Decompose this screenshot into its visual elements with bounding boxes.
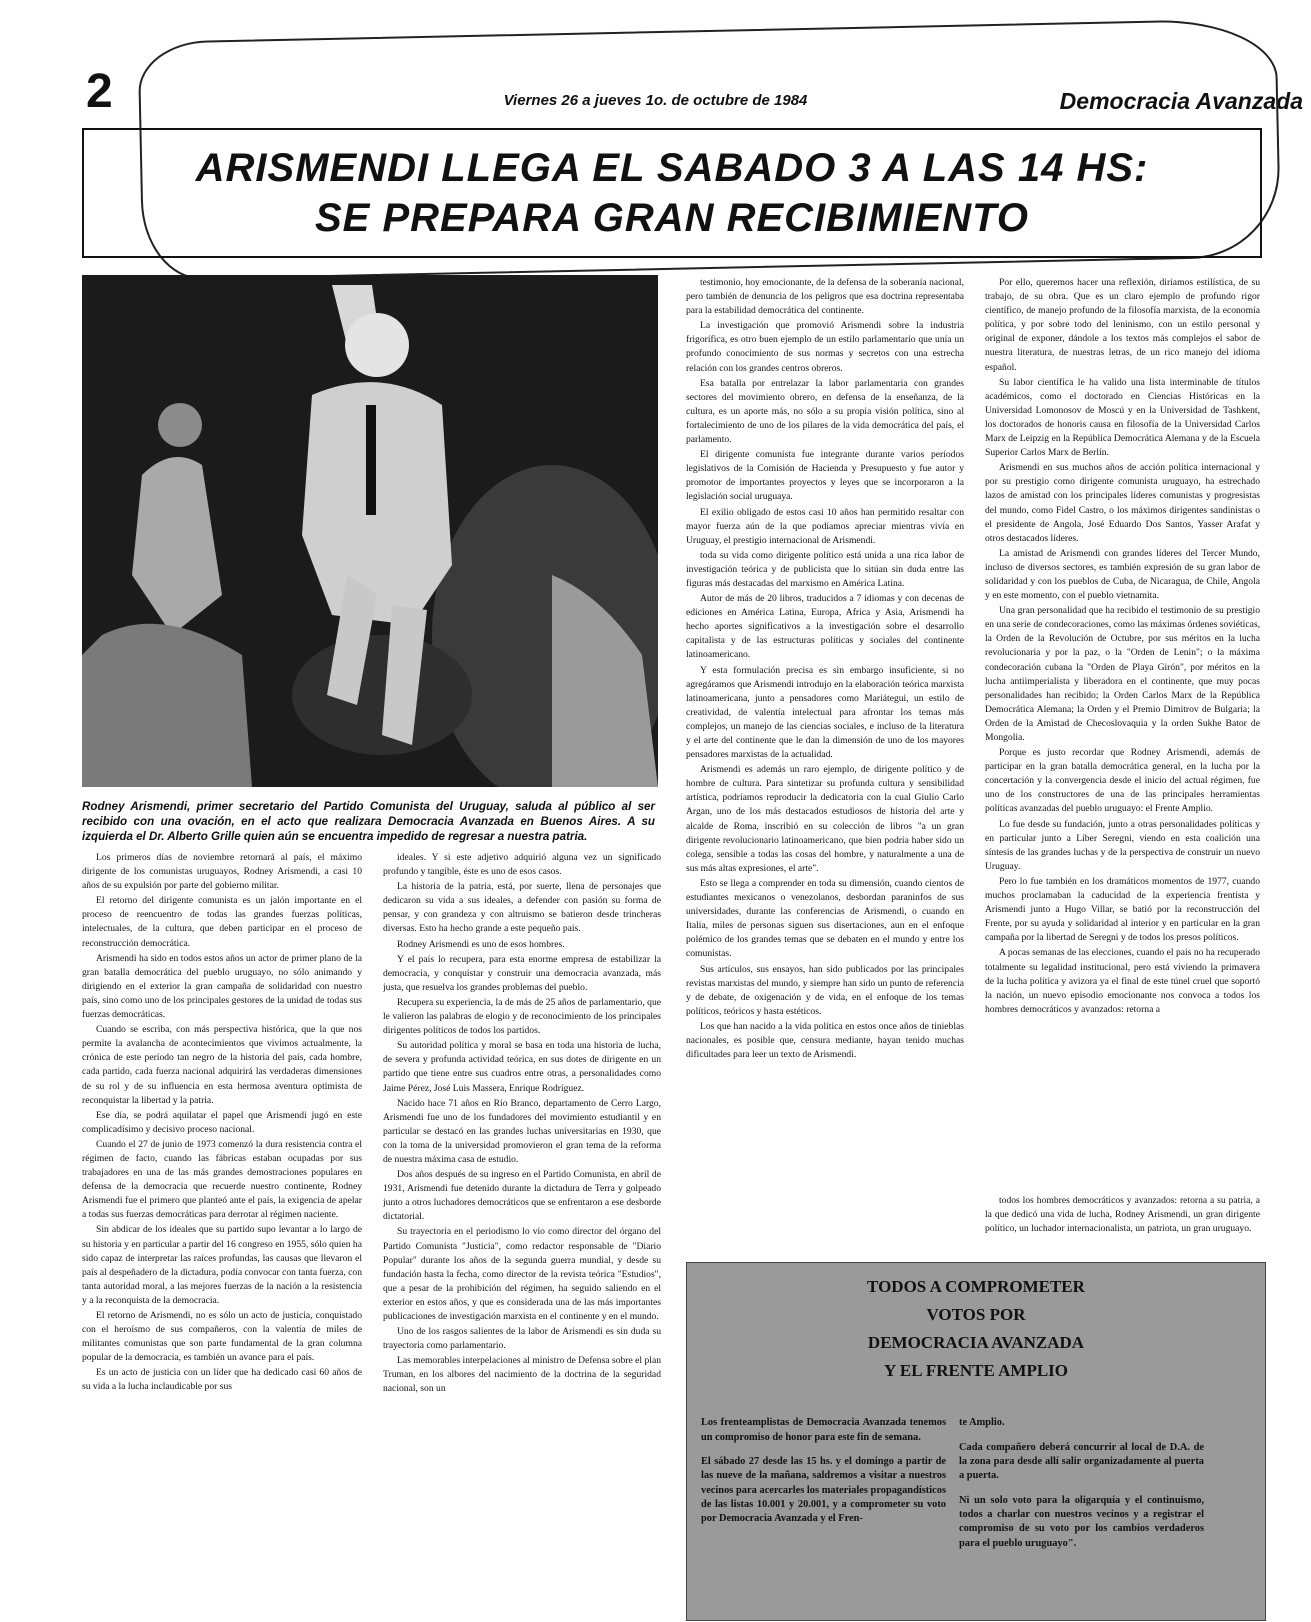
- headline-line-2: SE PREPARA GRAN RECIBIMIENTO: [315, 196, 1029, 240]
- paragraph: La amistad de Arismendi con grandes líderes del Tercer Mundo, incluso de diversos sectores, es también expresión de su gran labor de solidaridad y con los pueblos de Cuba, de Nicaragua, de Chile, Angola y en este momento, con el pueblo vietnamita.: [985, 547, 1260, 602]
- paragraph: Cada compañero deberá concurrir al local de D.A. de la zona para desde allí salir organizadamente al puerta a puerta.: [959, 1441, 1204, 1482]
- photo-caption: Rodney Arismendi, primer secretario del Partido Comunista del Uruguay, saluda al público al ser recibido con una ovación, en el acto que realizara Democracia Avanzada en Buenos Aires. A su izquierda el Dr. Alberto Grille quien aún se encuentra impedido de regresar a nuestra patria.: [82, 800, 655, 843]
- paragraph: La historia de la patria, está, por suerte, llena de personajes que dedicaron su vida a sus ideales, a defender con pasión su forma de pensar, y con grandeza y con altruismo se batieron desde trincheras diversas. Esto ha hecho grande a este pequeño país.: [383, 881, 661, 935]
- paragraph: Los primeros días de noviembre retornará al país, el máximo dirigente de los comunistas uruguayos, Rodney Arismendi, a casi 10 años de su expulsión por parte del gobierno militar.: [82, 852, 362, 892]
- paragraph: Esa batalla por entrelazar la labor parlamentaria con grandes sectores del movimiento obrero, en defensa de la enseñanza, de la cultura, es un aporte más, no sólo a su propia visión política, sino al fortalecimiento de uno de los pilares de la vida democrática del país, el parlamento.: [686, 377, 964, 446]
- paragraph: Dos años después de su ingreso en el Partido Comunista, en abril de 1931, Arismendi fue detenido durante la dictadura de Terra y golpeado junto a otros luchadores democráticos que se enfrentaron a ese desborde dictatorial.: [383, 1169, 661, 1223]
- page-number: 2: [86, 65, 113, 118]
- paragraph: Arismendi es además un raro ejemplo, de dirigente político y de hombre de cultura. Para sintetizar su profunda cultura y sensibilidad artística, podríamos reproducir la dedicatoria con la cual Giulio Carlo Argan, uno de los más destacados estudiosos de historia del arte y alcalde de Roma, inscribió en su colección de libros "a un gran dirigente revolucionario latinoamericano, que bien podría haber sido un colega, sensible a todas las cosas del hombre, y naturalmente a una de sus más altas expresiones, el arte".: [686, 764, 964, 874]
- paragraph: Es un acto de justicia con un líder que ha dedicado casi 60 años de su vida a la lucha inclaudicable por sus: [82, 1367, 362, 1393]
- box-headline-1: TODOS A COMPROMETER: [867, 1277, 1085, 1296]
- masthead: Democracia Avanzada: [1059, 88, 1303, 114]
- paragraph: Esto se llega a comprender en toda su dimensión, cuando cientos de estudiantes mexicanos o venezolanos, desbordan paraninfos de sus universidades, durante las conferencias de Arismendi, o cuando en Italia, miles de personas siguen sus disertaciones, aun en el enfoque polémico de los grandes temas que se debaten en el mundo y entre los comunistas.: [686, 877, 964, 960]
- paragraph: El sábado 27 desde las 15 hs. y el domingo a partir de las nueve de la mañana, saldremos a visitar a nuestros vecinos para acercarles los materiales propagandísticos de las listas 10.001 y 20.001, y a comprometer su voto por Democracia Avanzada y el Fren-: [701, 1456, 946, 1524]
- paragraph: Las memorables interpelaciones al ministro de Defensa sobre el plan Truman, en los albores del nacimiento de la doctrina de la seguridad nacional, son un: [383, 1355, 661, 1395]
- paragraph: El dirigente comunista fue integrante durante varios períodos legislativos de la Comisión de Hacienda y Presupuesto y fue autor y promotor de importantes proyectos y leyes que se incorporaron a la legislación social uruguaya.: [686, 449, 964, 503]
- paragraph: A pocas semanas de las elecciones, cuando el país no ha recuperado totalmente su legalidad institucional, pero está viviendo la primavera de la lucha política y avizora ya el final de este túnel cruel que soportó la nación, un nuevo episodio emocionante nos convoca a todos los hombres democráticos y avanzados: retorna a: [985, 947, 1260, 1015]
- paragraph: Lo fue desde su fundación, junto a otras personalidades políticas y en particular junto a Líber Seregni, viendo en esta coalición una síntesis de las grandes luchas y de la perspectiva de construir un nuevo Uruguay.: [985, 818, 1260, 872]
- box-headline-2: VOTOS POR: [926, 1305, 1026, 1324]
- paragraph: Autor de más de 20 libros, traducidos a 7 idiomas y con decenas de ediciones en América Latina, Europa, Africa y Asia, Arismendi ha hecho aportes significativos a la investigación sobre el desarrollo capitalista y de las estructuras políticas y sociales del continente latinoamericano.: [686, 593, 964, 661]
- paragraph: Por ello, queremos hacer una reflexión, diríamos estilística, de su trabajo, de su obra. Que es un claro ejemplo de profundo rigor científico, de manejo profundo de la filosofía marxista, de la economía política, y por sobre todo del leninismo, con un estilo personal y original de exponer, dándole a los textos más complejos el sabor de nuestra literatura, de nuestras letras, de un rico manejo del idioma español.: [985, 277, 1260, 373]
- paragraph: te Amplio.: [959, 1417, 1005, 1429]
- paragraph: El retorno de Arismendi, no es sólo un acto de justicia, conquistado con el heroísmo de sus compañeros, con la valentía de miles de militantes comunistas que son parte fundamental de la gran columna popular de la democracia, es también un avance para el país.: [82, 1310, 362, 1364]
- paragraph: Su trayectoria en el periodismo lo vio como director del órgano del Partido Comunista "Justicia", como redactor responsable de "Diario Popular" durante los años de la segunda guerra mundial, y desde su fundación hasta la fecha, como director de la revista teórica "Estudios", que a pesar de la prohibición del régimen, ha seguido saliendo en el exterior en estos años, y que es considerada una de las más importantes publicaciones de investigación marxista en el continente y en el mundo.: [383, 1226, 661, 1322]
- paragraph: Ni un solo voto para la oligarquía y el continuismo, todos a charlar con nuestros vecinos y a registrar el compromiso de su voto por los cambios verdaderos para el pueblo uruguayo".: [959, 1494, 1204, 1549]
- paragraph: Uno de los rasgos salientes de la labor de Arismendi es sin duda su trayectoria como parlamentario.: [383, 1326, 661, 1352]
- paragraph: toda su vida como dirigente político está unida a una rica labor de investigación teórica y de publicista que lo sitúan sin duda entre las figuras más destacadas del marxismo en América Latina.: [686, 549, 964, 589]
- paragraph: Sus artículos, sus ensayos, han sido publicados por las principales revistas marxistas del mundo, y siempre han sido un punto de referencia y de debate, de oxigenación y de vida, en el enfoque de los temas políticos, teóricos y hasta estéticos.: [686, 963, 964, 1017]
- box-column-1: [701, 1406, 946, 1537]
- paragraph: Los frenteamplistas de Democracia Avanzada tenemos un compromiso de honor para este fin de semana.: [701, 1417, 946, 1443]
- campaign-box: [686, 1262, 1266, 1621]
- paragraph: Arismendi en sus muchos años de acción política internacional y por su prestigio como dirigente comunista uruguayo, ha estrechado lazos de amistad con los principales líderes comunistas y progresistas del mundo, como Fidel Castro, o los máximos dirigentes sandinistas o el presidente de Angola, José Eduardo Dos Santos, Yasser Arafat y otros destacados líderes.: [985, 462, 1260, 544]
- paragraph: La investigación que promovió Arismendi sobre la industria frigorífica, es otro buen ejemplo de un estilo parlamentario que unía un profundo conocimiento de sus normas y secretos con una estrecha relación con los grandes centros obreros.: [686, 320, 964, 374]
- article-column-2: [383, 851, 661, 1616]
- arismendi-photo: [82, 275, 658, 787]
- paragraph: Sin abdicar de los ideales que su partido supo levantar a lo largo de su historia y en particular a partir del 16 congreso en 1955, sólo quien ha sido capaz de interpretar las raíces profundas, las causas que llevaron el país al despeñadero de la dictadura, podía convocar con tanta fuerza, con tanta autoridad moral, a las mejores fuerzas de la nación a la resistencia y a la reconquista de la democracia.: [82, 1224, 362, 1306]
- paragraph: Su labor científica le ha valido una lista interminable de títulos académicos, como el doctorado en Ciencias Históricas en la Universidad Lomonosov de Moscú y en la Universidad de Tashkent, los doctorados de honoris causa en filosofía de la Universidad Carlos Marx de Leipzig en la República Democrática Alemana y de la Escuela Superior Carlos Marx de Berlín.: [985, 376, 1260, 459]
- paragraph: ideales. Y si este adjetivo adquirió alguna vez un significado profundo y tangible, éste es uno de esos casos.: [383, 852, 661, 878]
- article-column-4: [985, 276, 1260, 1221]
- paragraph: Arismendi ha sido en todos estos años un actor de primer plano de la gran batalla democrática del pueblo uruguayo, no sólo animando y dirigiendo en el exterior la gran campaña de solidaridad con nuestro país, sino como uno de los principales gestores de la unidad de todas sus fuerzas democráticas.: [82, 952, 362, 1021]
- paragraph: testimonio, hoy emocionante, de la defensa de la soberanía nacional, pero también de denuncia de los peligros que esa doctrina representaba para la estabilidad democrática del continente.: [686, 277, 964, 317]
- paragraph: Rodney Arismendi es uno de esos hombres.: [397, 938, 565, 950]
- box-column-2: [959, 1406, 1204, 1561]
- paragraph: Su autoridad política y moral se basa en toda una historia de lucha, de severa y profunda actividad teórica, en sus dotes de dirigente en un partido que tiene entre sus cuadros entre otras, a personalidades como Jaime Pérez, José Luis Massera, Enrique Rodríguez.: [383, 1040, 661, 1094]
- paragraph: Una gran personalidad que ha recibido el testimonio de su prestigio en una serie de condecoraciones, como las máximas órdenes soviéticas, la Orden de la Revolución de Octubre, por sus méritos en la lucha revolucionaria y por la paz, o la "Orden de Lenin"; o la máxima condecoración cubana la "Orden de Playa Girón", por méritos en la lucha antiimperialista y liberadora en el continente, que muy pocas personalidades han recibido; la Orden Carlos Marx de la República Democrática Alemana; la Orden y el Premio Dimitrov de Bulgaria; la Orden de la Amistad de Checoslovaquia y la orden Sukhe Bator de Mongolia.: [985, 605, 1260, 743]
- box-headline-3: DEMOCRACIA AVANZADA: [867, 1333, 1085, 1352]
- issue-date: Viernes 26 a jueves 1o. de octubre de 1984: [503, 92, 808, 109]
- paragraph: Cuando el 27 de junio de 1973 comenzó la dura resistencia contra el régimen de facto, cuando las fábricas estaban ocupadas por sus trabajadores en una de las más grandes demostraciones populares en defensa de la democracia que recuerde nuestro continente, Rodney Arismendi fue el primero que planteó ante el país, la exigencia de apelar a todas sus fuerzas democráticas para derrotar al régimen naciente.: [82, 1138, 362, 1221]
- paragraph: El exilio obligado de estos casi 10 años han permitido resaltar con mayor fuerza aún de la que podíamos apreciar mientras vivía en Uruguay, el prestigio internacional de Arismendi.: [686, 506, 964, 546]
- paragraph: Porque es justo recordar que Rodney Arismendi, además de participar en la gran batalla democrática general, en la lucha por la concertación y la convergencia desde el inicio del actual régimen, fue uno de los constructores de una de las principales herramientas políticas avanzadas del pueblo uruguayo: el Frente Amplio.: [985, 747, 1260, 815]
- article-column-1: [82, 851, 362, 1616]
- paragraph: Recupera su experiencia, la de más de 25 años de parlamentario, que le valieron las palabras de elogio y de reconocimiento de los principales dirigentes políticos de todos los partidos.: [383, 996, 661, 1037]
- headline-line-1: ARISMENDI LLEGA EL SABADO 3 A LAS 14 HS:: [195, 146, 1149, 190]
- paragraph: El retorno del dirigente comunista es un jalón importante en el proceso de reencuentro de todas las grandes fuerzas políticas, intelectuales, de la cultura, que deben participar en el proceso de reconstrucción democrática.: [82, 895, 362, 949]
- paragraph: Y el país lo recupera, para esta enorme empresa de estabilizar la democracia, y conquistar y construir una democracia avanzada, más justa, que resuelva los grandes problemas del pueblo.: [383, 953, 661, 993]
- headline-box: [82, 128, 1262, 258]
- paragraph: Cuando se escriba, con más perspectiva histórica, que la que nos permite la avalancha de acontecimientos que vivimos actualmente, la crónica de este período tan negro de la historia del país, cada hombre, cada partido, cada fuerza nacional adquirirá las verdaderas dimensiones de su rol y de su influencia en esta hermosa aventura optimista de reconquistar la libertad y la patria.: [82, 1024, 362, 1106]
- paragraph: Ese día, se podrá aquilatar el papel que Arismendi jugó en este complicadísimo y decisivo proceso nacional.: [82, 1109, 362, 1135]
- paragraph: Pero lo fue también en los dramáticos momentos de 1977, cuando muchos proclamaban la caducidad de la experiencia frentista y Arismendi junto a Hugo Villar, se batió por la reconstrucción del Frente, por su ayuda y solidaridad al interior y en particular en la gran campaña por la libertad de Seregni y de todos los presos políticos.: [985, 875, 1260, 944]
- paragraph: Y esta formulación precisa es sin embargo insuficiente, si no agregáramos que Arismendi introdujo en la elaboración teórica marxista latinoamericana, junto a pensadores como Mariátegui, un estilo de creatividad, de valentía intelectual para afrontar los temas más complejos, un manejo de las ciencias sociales, e incluso de la literatura y el arte del continente que le dan la dimensión de uno de los mayores pensadores marxistas de la actualidad.: [686, 664, 964, 761]
- paragraph: Los que han nacido a la vida política en estos once años de tinieblas nacionales, es posible que, censura mediante, hayan tenido muchas dificultades para leer un texto de Arismendi.: [686, 1020, 964, 1061]
- paragraph: Nacido hace 71 años en Río Branco, departamento de Cerro Largo, Arismendi fue uno de los fundadores del movimiento estudiantil y en particular se destacó en las grandes luchas universitarias en 1930, que con la toma de la universidad promovieron el gran tema de la reforma de nuestra máxima casa de estudio.: [383, 1097, 661, 1165]
- box-headline-4: Y EL FRENTE AMPLIO: [883, 1361, 1069, 1380]
- paragraph: todos los hombres democráticos y avanzados: retorna a su patria, a la que dedicó una vida de lucha, Rodney Arismendi, un gran dirigente político, un luchador internacionalista, un patriota, un gran uruguayo.: [985, 1195, 1260, 1235]
